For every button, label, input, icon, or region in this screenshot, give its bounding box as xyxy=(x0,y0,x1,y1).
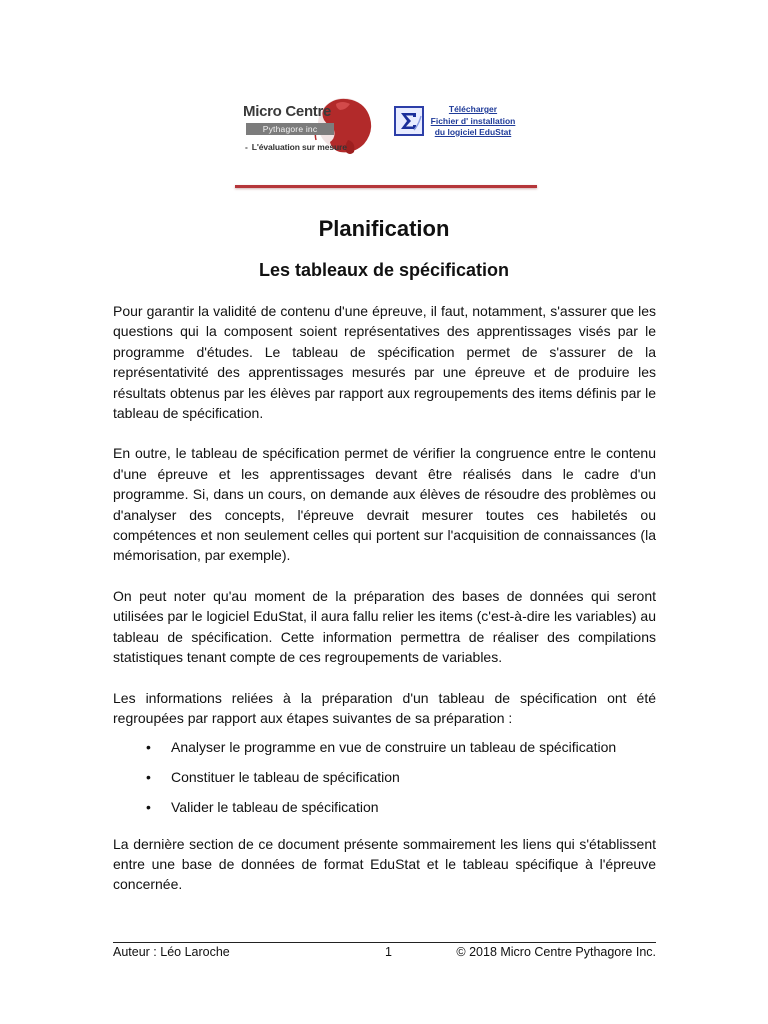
page-footer xyxy=(113,945,656,963)
document-body xyxy=(113,301,656,915)
footer-copyright: © 2018 Micro Centre Pythagore Inc. xyxy=(456,945,656,959)
company-logo xyxy=(240,96,380,158)
edustat-sigma-icon[interactable] xyxy=(394,106,424,136)
logo-tagline-text: L'évaluation sur mesure xyxy=(251,142,347,152)
list-item xyxy=(113,797,656,817)
logo-subtitle: Pythagore inc xyxy=(246,123,334,135)
logo-title: Micro Centre xyxy=(243,103,332,120)
paragraph-edustat: On peut noter qu'au moment de la préparation des bases de données qui seront utilisées par le logiciel EduStat, il aura fallu relier les items (c'est-à-dire les variables) au tableau de spécification. Cette information permettra de réaliser des compilations statistiques tenant compte de ces regroupements de variables. xyxy=(113,587,656,666)
download-link-line1[interactable]: Télécharger xyxy=(448,104,498,114)
footer-page-number: 1 xyxy=(385,945,392,959)
bullet-icon: • xyxy=(146,799,151,816)
list-item xyxy=(113,767,656,787)
footer-divider xyxy=(113,942,656,943)
list-item-text: Valider le tableau de spécification xyxy=(171,799,379,816)
paragraph-last-section: La dernière section de ce document présente sommairement les liens qui s'établissent entre une base de données de format EduStat et le tableau spécifique à l'épreuve concernée. xyxy=(113,835,656,893)
tagline-dash-icon: - xyxy=(245,142,248,152)
logo-tagline xyxy=(245,142,347,152)
page-subtitle: Les tableaux de spécification xyxy=(258,260,510,280)
bullet-icon: • xyxy=(146,739,151,756)
paragraph-validity: Pour garantir la validité de contenu d'une épreuve, il faut, notamment, s'assurer que les questions qui la composent soient représentatives des apprentissages visés par le programme d'études. Le tableau de spécification permet de s'assurer de la représentativité des apprentissages mesurés par une épreuve et de produire les résultats obtenus par les élèves par rapport aux regroupements des items définis par le tableau de spécification. xyxy=(113,303,656,422)
header-divider xyxy=(235,185,537,188)
paragraph-congruence: En outre, le tableau de spécification permet de vérifier la congruence entre le contenu d'une épreuve et les apprentissages devant être réalisés dans le cadre d'un programme. Si, dans un cours, on demande aux élèves de résoudre des problèmes ou d'analyser des concepts, l'épreuve devrait mesurer toutes ces habiletés ou compétences et non seulement celles qui portent sur l'acquisition de connaissances (la mémorisation, par exemple). xyxy=(113,445,656,564)
footer-author: Auteur : Léo Laroche xyxy=(113,945,230,959)
download-link-line3[interactable]: du logiciel EduStat xyxy=(434,127,512,137)
list-item xyxy=(113,737,656,757)
download-link-line2[interactable]: Fichier d' installation xyxy=(430,115,516,126)
list-item-text: Analyser le programme en vue de construire un tableau de spécification xyxy=(171,739,617,756)
bullet-icon: • xyxy=(146,769,151,786)
download-edustat-link[interactable] xyxy=(426,104,520,139)
list-item-text: Constituer le tableau de spécification xyxy=(171,769,400,786)
steps-list xyxy=(113,737,656,817)
page-title: Planification xyxy=(318,216,450,241)
paragraph-steps-intro: Les informations reliées à la préparation d'un tableau de spécification ont été regroupées par rapport aux étapes suivantes de sa préparation : xyxy=(113,689,656,726)
